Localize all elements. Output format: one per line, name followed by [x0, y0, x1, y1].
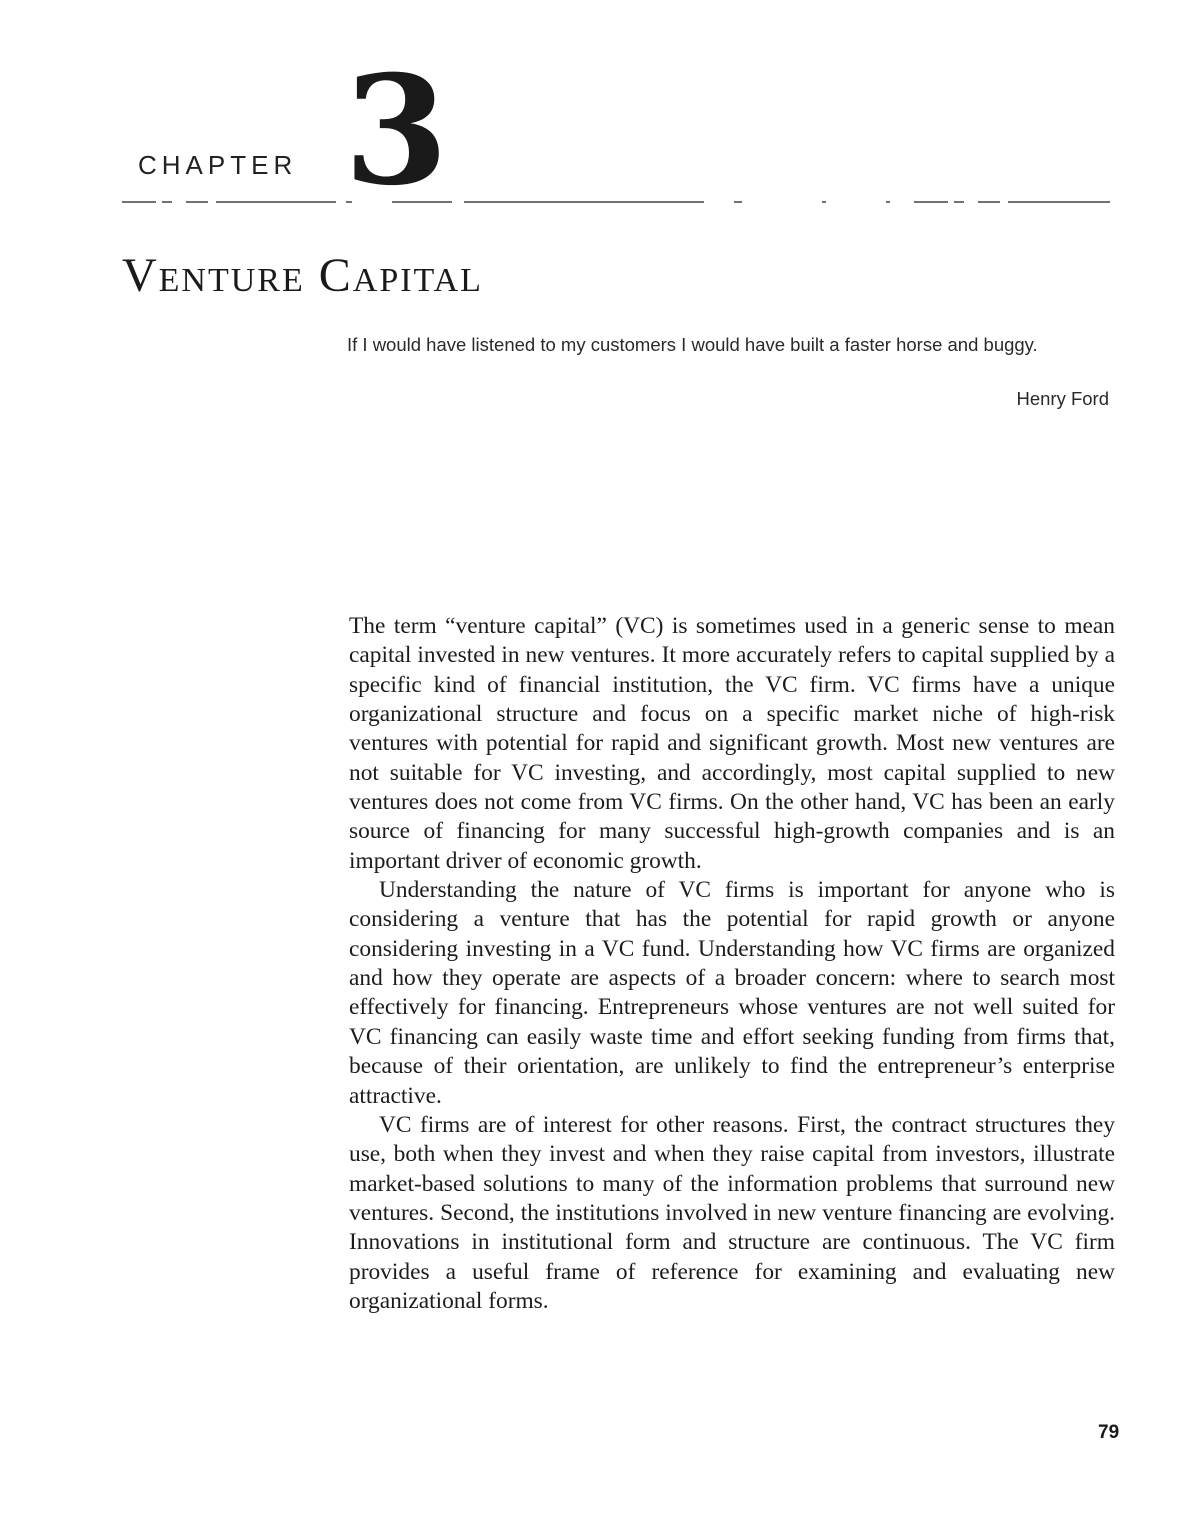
paragraph: VC firms are of interest for other reasons. First, the contract structures they use, both when they invest and when they raise capital from investors, illustrate market-based solutions to many of the information problems that surround new ventures. Second, the institutions involved in new venture financing are evolving. Innovations in institutional form and structure are continuous. The VC firm provides a useful frame of reference for examining and evaluating new organizational forms. [349, 1111, 1115, 1314]
page-number: 79 [1098, 1422, 1120, 1443]
paragraph: Understanding the nature of VC firms is important for anyone who is considering a venture that has the potential for rapid growth or anyone considering investing in a VC fund. Understanding how VC firms are organized and how they operate are aspects of a broader concern: where to search most effectively for financing. Entrepreneurs whose ventures are not well suited for VC financing can easily waste time and effort seeking funding from firms that, because of their orientation, are unlikely to find the entrepreneur’s enterprise attractive. [349, 877, 1115, 1109]
chapter-number: 3 [344, 43, 449, 219]
epigraph-author: Henry Ford [1016, 388, 1109, 409]
chapter-label: CHAPTER [138, 150, 298, 180]
body-text [349, 612, 1115, 1316]
chapter-title: Venture Capital [122, 249, 483, 302]
paragraph: The term “venture capital” (VC) is sometimes used in a generic sense to mean capital invested in new ventures. It more accurately refers to capital supplied by a specific kind of financial institution, the VC firm. VC firms have a unique organizational structure and focus on a specific market niche of high-risk ventures with potential for rapid and significant growth. Most new ventures are not suitable for VC investing, and accordingly, most capital supplied to new ventures does not come from VC firms. On the other hand, VC has been an early source of financing for many successful high-growth companies and is an important driver of economic growth. [349, 613, 1115, 874]
epigraph-quote: If I would have listened to my customers I would have built a faster horse and buggy. [347, 334, 1038, 355]
chapter-rule [122, 201, 1110, 203]
